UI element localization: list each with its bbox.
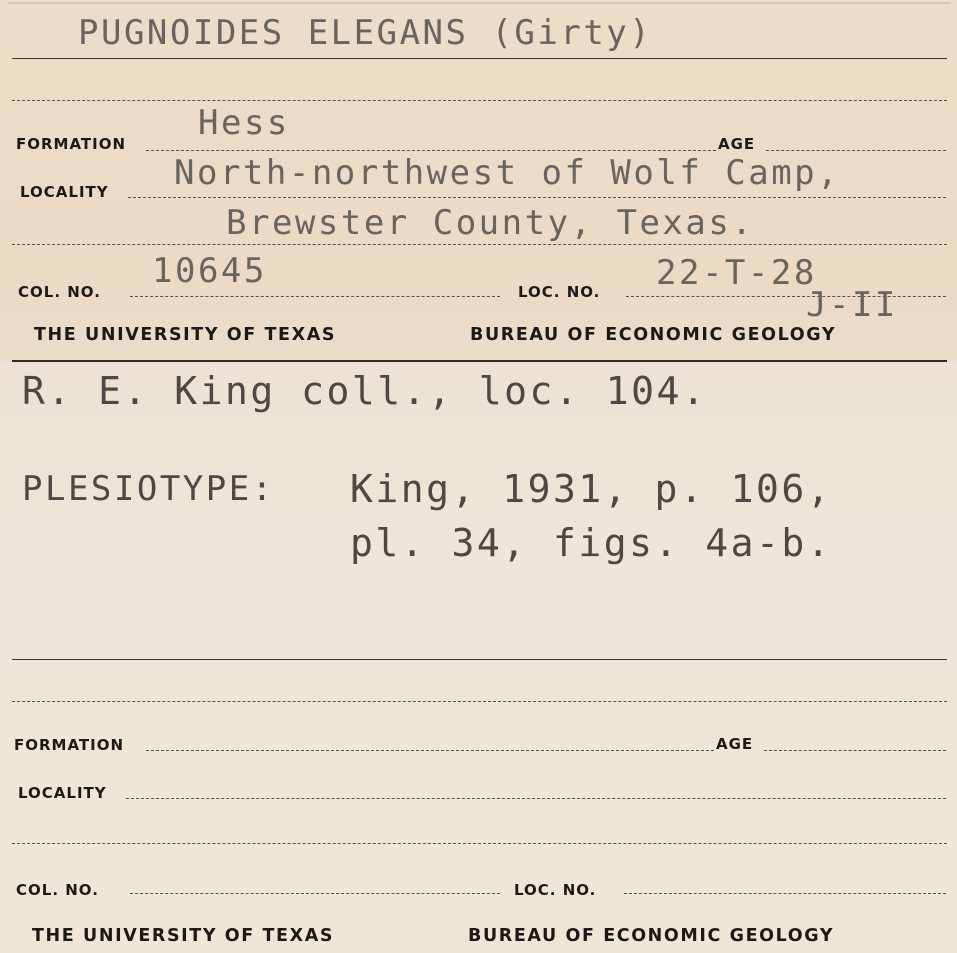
university-footer: THE UNIVERSITY OF TEXAS (34, 325, 337, 345)
rule-line (12, 244, 947, 245)
university-footer-blank: THE UNIVERSITY OF TEXAS (32, 926, 335, 946)
col-no-value: 10645 (152, 251, 267, 291)
reference-line-1: King, 1931, p. 106, (350, 467, 833, 511)
age-dashes (764, 750, 946, 751)
rule-line (12, 843, 947, 844)
formation-value: Hess (198, 103, 290, 143)
collection-note: R. E. King coll., loc. 104. (22, 369, 708, 413)
formation-label-blank: FORMATION (14, 736, 125, 754)
col-no-dashes (130, 893, 500, 894)
locality-label: LOCALITY (20, 183, 109, 201)
loc-no-dashes (626, 296, 946, 297)
rule-line (12, 659, 947, 660)
col-no-label: COL. NO. (18, 283, 101, 301)
formation-dashes (146, 750, 714, 751)
loc-no-value: 22-T-28 (656, 253, 817, 293)
card-edge (8, 2, 951, 4)
formation-dashes (146, 150, 716, 151)
age-dashes (766, 150, 946, 151)
species-name: PUGNOIDES ELEGANS (Girty) (78, 13, 653, 53)
age-label-blank: AGE (716, 735, 754, 753)
locality-dashes (128, 197, 946, 198)
bureau-footer-blank: BUREAU OF ECONOMIC GEOLOGY (468, 926, 835, 946)
rule-line (12, 360, 947, 362)
rule-line (12, 100, 947, 101)
locality-dashes (126, 798, 946, 799)
loc-no-extra: J-II (806, 285, 898, 325)
loc-no-label-blank: LOC. NO. (514, 881, 597, 899)
loc-no-label: LOC. NO. (518, 283, 601, 301)
bureau-footer: BUREAU OF ECONOMIC GEOLOGY (470, 325, 837, 345)
rule-line (12, 58, 947, 59)
reference-line-2: pl. 34, figs. 4a-b. (350, 521, 833, 565)
locality-line-2: Brewster County, Texas. (226, 203, 755, 243)
col-no-label-blank: COL. NO. (16, 881, 99, 899)
rule-line (12, 701, 947, 702)
col-no-dashes (130, 296, 500, 297)
loc-no-dashes (624, 893, 946, 894)
age-label: AGE (718, 135, 756, 153)
formation-label: FORMATION (16, 135, 127, 153)
locality-line-1: North-northwest of Wolf Camp, (174, 153, 841, 193)
plesiotype-label: PLESIOTYPE: (22, 469, 275, 509)
locality-label-blank: LOCALITY (18, 784, 107, 802)
